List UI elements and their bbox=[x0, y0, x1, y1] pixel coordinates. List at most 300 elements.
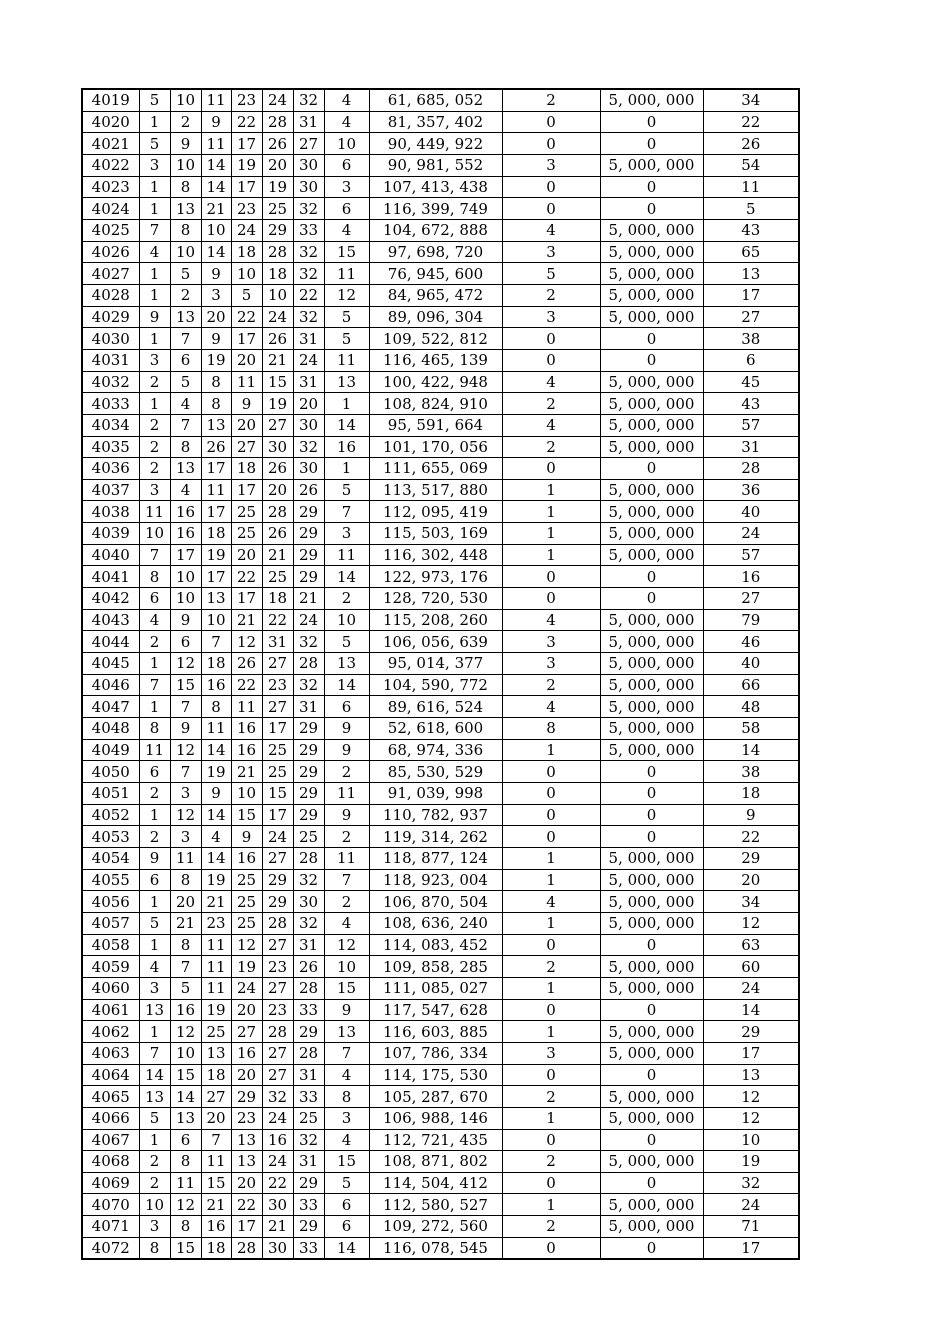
sales-amount-cell: 89, 096, 304 bbox=[369, 306, 502, 328]
prize-amount-cell: 5, 000, 000 bbox=[600, 674, 703, 696]
special-ball-cell: 2 bbox=[324, 761, 369, 783]
ball-3-cell: 11 bbox=[201, 956, 231, 978]
ball-1-cell: 1 bbox=[139, 328, 170, 350]
winner-count-cell: 1 bbox=[502, 479, 600, 501]
ball-5-cell: 27 bbox=[262, 1042, 293, 1064]
table-row bbox=[82, 696, 799, 718]
ball-2-cell: 13 bbox=[170, 458, 201, 480]
ball-6-cell: 24 bbox=[293, 349, 324, 371]
sales-amount-cell: 100, 422, 948 bbox=[369, 371, 502, 393]
prize-amount-cell: 5, 000, 000 bbox=[600, 436, 703, 458]
issue-number-cell: 4067 bbox=[82, 1129, 139, 1151]
ball-3-cell: 25 bbox=[201, 1021, 231, 1043]
count-value-cell: 9 bbox=[703, 804, 799, 826]
ball-4-cell: 17 bbox=[231, 479, 262, 501]
table-row bbox=[82, 977, 799, 999]
ball-1-cell: 2 bbox=[139, 826, 170, 848]
ball-2-cell: 15 bbox=[170, 1237, 201, 1259]
sales-amount-cell: 116, 399, 749 bbox=[369, 198, 502, 220]
table-row bbox=[82, 1172, 799, 1194]
ball-1-cell: 1 bbox=[139, 804, 170, 826]
ball-6-cell: 29 bbox=[293, 718, 324, 740]
count-value-cell: 22 bbox=[703, 111, 799, 133]
count-value-cell: 31 bbox=[703, 436, 799, 458]
count-value-cell: 57 bbox=[703, 544, 799, 566]
ball-4-cell: 20 bbox=[231, 999, 262, 1021]
ball-1-cell: 8 bbox=[139, 718, 170, 740]
ball-1-cell: 2 bbox=[139, 1172, 170, 1194]
sales-amount-cell: 101, 170, 056 bbox=[369, 436, 502, 458]
ball-3-cell: 14 bbox=[201, 847, 231, 869]
ball-2-cell: 12 bbox=[170, 1194, 201, 1216]
ball-3-cell: 16 bbox=[201, 674, 231, 696]
issue-number-cell: 4025 bbox=[82, 219, 139, 241]
special-ball-cell: 6 bbox=[324, 1194, 369, 1216]
ball-1-cell: 3 bbox=[139, 479, 170, 501]
ball-6-cell: 33 bbox=[293, 1194, 324, 1216]
ball-1-cell: 6 bbox=[139, 588, 170, 610]
issue-number-cell: 4053 bbox=[82, 826, 139, 848]
ball-6-cell: 28 bbox=[293, 653, 324, 675]
ball-6-cell: 22 bbox=[293, 284, 324, 306]
prize-amount-cell: 0 bbox=[600, 198, 703, 220]
special-ball-cell: 16 bbox=[324, 436, 369, 458]
ball-5-cell: 24 bbox=[262, 1151, 293, 1173]
prize-amount-cell: 5, 000, 000 bbox=[600, 1151, 703, 1173]
prize-amount-cell: 5, 000, 000 bbox=[600, 523, 703, 545]
sales-amount-cell: 112, 721, 435 bbox=[369, 1129, 502, 1151]
ball-1-cell: 3 bbox=[139, 154, 170, 176]
ball-3-cell: 11 bbox=[201, 977, 231, 999]
prize-amount-cell: 0 bbox=[600, 328, 703, 350]
ball-5-cell: 17 bbox=[262, 804, 293, 826]
issue-number-cell: 4069 bbox=[82, 1172, 139, 1194]
special-ball-cell: 5 bbox=[324, 1172, 369, 1194]
ball-3-cell: 18 bbox=[201, 1064, 231, 1086]
prize-amount-cell: 5, 000, 000 bbox=[600, 956, 703, 978]
count-value-cell: 13 bbox=[703, 263, 799, 285]
sales-amount-cell: 104, 590, 772 bbox=[369, 674, 502, 696]
ball-5-cell: 29 bbox=[262, 219, 293, 241]
special-ball-cell: 2 bbox=[324, 891, 369, 913]
special-ball-cell: 14 bbox=[324, 414, 369, 436]
ball-6-cell: 20 bbox=[293, 393, 324, 415]
special-ball-cell: 10 bbox=[324, 133, 369, 155]
winner-count-cell: 4 bbox=[502, 219, 600, 241]
ball-6-cell: 26 bbox=[293, 479, 324, 501]
table-row bbox=[82, 1064, 799, 1086]
special-ball-cell: 4 bbox=[324, 912, 369, 934]
special-ball-cell: 10 bbox=[324, 956, 369, 978]
ball-4-cell: 16 bbox=[231, 1042, 262, 1064]
count-value-cell: 12 bbox=[703, 1086, 799, 1108]
ball-3-cell: 27 bbox=[201, 1086, 231, 1108]
ball-2-cell: 14 bbox=[170, 1086, 201, 1108]
ball-1-cell: 4 bbox=[139, 609, 170, 631]
ball-1-cell: 1 bbox=[139, 1021, 170, 1043]
ball-2-cell: 21 bbox=[170, 912, 201, 934]
ball-3-cell: 9 bbox=[201, 328, 231, 350]
count-value-cell: 60 bbox=[703, 956, 799, 978]
count-value-cell: 24 bbox=[703, 523, 799, 545]
ball-4-cell: 25 bbox=[231, 891, 262, 913]
issue-number-cell: 4054 bbox=[82, 847, 139, 869]
issue-number-cell: 4059 bbox=[82, 956, 139, 978]
count-value-cell: 27 bbox=[703, 588, 799, 610]
ball-6-cell: 32 bbox=[293, 263, 324, 285]
sales-amount-cell: 95, 014, 377 bbox=[369, 653, 502, 675]
ball-6-cell: 31 bbox=[293, 1064, 324, 1086]
ball-3-cell: 26 bbox=[201, 436, 231, 458]
winner-count-cell: 4 bbox=[502, 696, 600, 718]
special-ball-cell: 4 bbox=[324, 89, 369, 111]
prize-amount-cell: 0 bbox=[600, 761, 703, 783]
issue-number-cell: 4044 bbox=[82, 631, 139, 653]
winner-count-cell: 1 bbox=[502, 739, 600, 761]
prize-amount-cell: 5, 000, 000 bbox=[600, 1107, 703, 1129]
ball-4-cell: 9 bbox=[231, 393, 262, 415]
ball-4-cell: 11 bbox=[231, 371, 262, 393]
ball-1-cell: 10 bbox=[139, 1194, 170, 1216]
ball-5-cell: 26 bbox=[262, 458, 293, 480]
ball-6-cell: 29 bbox=[293, 783, 324, 805]
issue-number-cell: 4019 bbox=[82, 89, 139, 111]
issue-number-cell: 4023 bbox=[82, 176, 139, 198]
ball-1-cell: 7 bbox=[139, 544, 170, 566]
issue-number-cell: 4042 bbox=[82, 588, 139, 610]
special-ball-cell: 4 bbox=[324, 219, 369, 241]
ball-3-cell: 10 bbox=[201, 609, 231, 631]
ball-3-cell: 17 bbox=[201, 566, 231, 588]
prize-amount-cell: 0 bbox=[600, 133, 703, 155]
winner-count-cell: 2 bbox=[502, 393, 600, 415]
ball-2-cell: 11 bbox=[170, 847, 201, 869]
ball-6-cell: 21 bbox=[293, 588, 324, 610]
count-value-cell: 16 bbox=[703, 566, 799, 588]
issue-number-cell: 4033 bbox=[82, 393, 139, 415]
ball-1-cell: 7 bbox=[139, 1042, 170, 1064]
sales-amount-cell: 90, 449, 922 bbox=[369, 133, 502, 155]
table-row bbox=[82, 1107, 799, 1129]
winner-count-cell: 2 bbox=[502, 89, 600, 111]
table-row bbox=[82, 804, 799, 826]
ball-2-cell: 10 bbox=[170, 1042, 201, 1064]
prize-amount-cell: 5, 000, 000 bbox=[600, 609, 703, 631]
ball-6-cell: 28 bbox=[293, 977, 324, 999]
ball-6-cell: 31 bbox=[293, 934, 324, 956]
issue-number-cell: 4036 bbox=[82, 458, 139, 480]
issue-number-cell: 4058 bbox=[82, 934, 139, 956]
winner-count-cell: 1 bbox=[502, 1021, 600, 1043]
ball-5-cell: 24 bbox=[262, 826, 293, 848]
special-ball-cell: 13 bbox=[324, 1021, 369, 1043]
ball-2-cell: 4 bbox=[170, 479, 201, 501]
ball-4-cell: 13 bbox=[231, 1151, 262, 1173]
winner-count-cell: 4 bbox=[502, 891, 600, 913]
count-value-cell: 12 bbox=[703, 912, 799, 934]
ball-6-cell: 33 bbox=[293, 219, 324, 241]
prize-amount-cell: 5, 000, 000 bbox=[600, 1042, 703, 1064]
ball-1-cell: 9 bbox=[139, 847, 170, 869]
ball-5-cell: 28 bbox=[262, 111, 293, 133]
ball-2-cell: 15 bbox=[170, 1064, 201, 1086]
ball-1-cell: 2 bbox=[139, 1151, 170, 1173]
ball-6-cell: 33 bbox=[293, 1086, 324, 1108]
sales-amount-cell: 104, 672, 888 bbox=[369, 219, 502, 241]
prize-amount-cell: 0 bbox=[600, 1129, 703, 1151]
issue-number-cell: 4039 bbox=[82, 523, 139, 545]
ball-5-cell: 16 bbox=[262, 1129, 293, 1151]
ball-6-cell: 30 bbox=[293, 891, 324, 913]
ball-2-cell: 10 bbox=[170, 566, 201, 588]
count-value-cell: 48 bbox=[703, 696, 799, 718]
ball-3-cell: 20 bbox=[201, 306, 231, 328]
prize-amount-cell: 5, 000, 000 bbox=[600, 869, 703, 891]
count-value-cell: 13 bbox=[703, 1064, 799, 1086]
count-value-cell: 40 bbox=[703, 653, 799, 675]
table-row bbox=[82, 89, 799, 111]
issue-number-cell: 4022 bbox=[82, 154, 139, 176]
ball-5-cell: 18 bbox=[262, 588, 293, 610]
sales-amount-cell: 115, 503, 169 bbox=[369, 523, 502, 545]
table-row bbox=[82, 414, 799, 436]
ball-1-cell: 1 bbox=[139, 176, 170, 198]
table-row bbox=[82, 1129, 799, 1151]
special-ball-cell: 14 bbox=[324, 1237, 369, 1259]
ball-5-cell: 32 bbox=[262, 1086, 293, 1108]
ball-6-cell: 29 bbox=[293, 1172, 324, 1194]
winner-count-cell: 1 bbox=[502, 912, 600, 934]
prize-amount-cell: 5, 000, 000 bbox=[600, 89, 703, 111]
prize-amount-cell: 5, 000, 000 bbox=[600, 631, 703, 653]
count-value-cell: 29 bbox=[703, 847, 799, 869]
ball-5-cell: 24 bbox=[262, 89, 293, 111]
winner-count-cell: 2 bbox=[502, 1216, 600, 1238]
sales-amount-cell: 111, 655, 069 bbox=[369, 458, 502, 480]
ball-2-cell: 5 bbox=[170, 263, 201, 285]
count-value-cell: 34 bbox=[703, 89, 799, 111]
table-row bbox=[82, 241, 799, 263]
special-ball-cell: 11 bbox=[324, 847, 369, 869]
prize-amount-cell: 5, 000, 000 bbox=[600, 718, 703, 740]
ball-1-cell: 5 bbox=[139, 912, 170, 934]
sales-amount-cell: 117, 547, 628 bbox=[369, 999, 502, 1021]
issue-number-cell: 4027 bbox=[82, 263, 139, 285]
ball-4-cell: 29 bbox=[231, 1086, 262, 1108]
ball-4-cell: 17 bbox=[231, 588, 262, 610]
ball-4-cell: 22 bbox=[231, 1194, 262, 1216]
sales-amount-cell: 108, 871, 802 bbox=[369, 1151, 502, 1173]
special-ball-cell: 1 bbox=[324, 458, 369, 480]
ball-5-cell: 27 bbox=[262, 414, 293, 436]
count-value-cell: 11 bbox=[703, 176, 799, 198]
table-row bbox=[82, 847, 799, 869]
count-value-cell: 24 bbox=[703, 977, 799, 999]
issue-number-cell: 4046 bbox=[82, 674, 139, 696]
special-ball-cell: 5 bbox=[324, 328, 369, 350]
ball-6-cell: 32 bbox=[293, 198, 324, 220]
ball-4-cell: 20 bbox=[231, 414, 262, 436]
ball-5-cell: 28 bbox=[262, 241, 293, 263]
winner-count-cell: 3 bbox=[502, 241, 600, 263]
prize-amount-cell: 0 bbox=[600, 588, 703, 610]
prize-amount-cell: 0 bbox=[600, 566, 703, 588]
ball-3-cell: 14 bbox=[201, 154, 231, 176]
special-ball-cell: 6 bbox=[324, 1216, 369, 1238]
issue-number-cell: 4056 bbox=[82, 891, 139, 913]
ball-2-cell: 7 bbox=[170, 761, 201, 783]
ball-6-cell: 30 bbox=[293, 414, 324, 436]
ball-1-cell: 1 bbox=[139, 284, 170, 306]
winner-count-cell: 1 bbox=[502, 501, 600, 523]
ball-2-cell: 7 bbox=[170, 328, 201, 350]
ball-3-cell: 4 bbox=[201, 826, 231, 848]
ball-4-cell: 24 bbox=[231, 977, 262, 999]
winner-count-cell: 0 bbox=[502, 198, 600, 220]
table-row bbox=[82, 306, 799, 328]
winner-count-cell: 0 bbox=[502, 804, 600, 826]
ball-6-cell: 32 bbox=[293, 89, 324, 111]
ball-1-cell: 1 bbox=[139, 393, 170, 415]
ball-1-cell: 7 bbox=[139, 219, 170, 241]
ball-1-cell: 6 bbox=[139, 869, 170, 891]
ball-2-cell: 13 bbox=[170, 306, 201, 328]
ball-3-cell: 19 bbox=[201, 999, 231, 1021]
issue-number-cell: 4032 bbox=[82, 371, 139, 393]
sales-amount-cell: 114, 504, 412 bbox=[369, 1172, 502, 1194]
ball-2-cell: 3 bbox=[170, 783, 201, 805]
prize-amount-cell: 0 bbox=[600, 1172, 703, 1194]
sales-amount-cell: 81, 357, 402 bbox=[369, 111, 502, 133]
ball-4-cell: 20 bbox=[231, 544, 262, 566]
prize-amount-cell: 0 bbox=[600, 1064, 703, 1086]
sales-amount-cell: 61, 685, 052 bbox=[369, 89, 502, 111]
ball-2-cell: 6 bbox=[170, 349, 201, 371]
winner-count-cell: 2 bbox=[502, 674, 600, 696]
prize-amount-cell: 0 bbox=[600, 458, 703, 480]
winner-count-cell: 2 bbox=[502, 1086, 600, 1108]
ball-4-cell: 5 bbox=[231, 284, 262, 306]
count-value-cell: 57 bbox=[703, 414, 799, 436]
ball-4-cell: 17 bbox=[231, 176, 262, 198]
ball-4-cell: 27 bbox=[231, 436, 262, 458]
ball-6-cell: 29 bbox=[293, 1216, 324, 1238]
ball-6-cell: 32 bbox=[293, 436, 324, 458]
winner-count-cell: 0 bbox=[502, 588, 600, 610]
count-value-cell: 66 bbox=[703, 674, 799, 696]
ball-3-cell: 9 bbox=[201, 783, 231, 805]
table-row bbox=[82, 349, 799, 371]
ball-5-cell: 21 bbox=[262, 544, 293, 566]
ball-2-cell: 11 bbox=[170, 1172, 201, 1194]
issue-number-cell: 4052 bbox=[82, 804, 139, 826]
issue-number-cell: 4024 bbox=[82, 198, 139, 220]
ball-5-cell: 30 bbox=[262, 1237, 293, 1259]
ball-1-cell: 13 bbox=[139, 1086, 170, 1108]
ball-3-cell: 9 bbox=[201, 263, 231, 285]
ball-5-cell: 25 bbox=[262, 198, 293, 220]
ball-1-cell: 9 bbox=[139, 306, 170, 328]
ball-6-cell: 31 bbox=[293, 328, 324, 350]
ball-1-cell: 8 bbox=[139, 1237, 170, 1259]
table-row bbox=[82, 263, 799, 285]
ball-4-cell: 25 bbox=[231, 912, 262, 934]
ball-4-cell: 16 bbox=[231, 718, 262, 740]
table-row bbox=[82, 133, 799, 155]
ball-5-cell: 18 bbox=[262, 263, 293, 285]
special-ball-cell: 11 bbox=[324, 544, 369, 566]
special-ball-cell: 3 bbox=[324, 176, 369, 198]
sales-amount-cell: 128, 720, 530 bbox=[369, 588, 502, 610]
ball-1-cell: 1 bbox=[139, 263, 170, 285]
count-value-cell: 58 bbox=[703, 718, 799, 740]
count-value-cell: 22 bbox=[703, 826, 799, 848]
issue-number-cell: 4070 bbox=[82, 1194, 139, 1216]
prize-amount-cell: 0 bbox=[600, 349, 703, 371]
ball-6-cell: 31 bbox=[293, 111, 324, 133]
ball-6-cell: 29 bbox=[293, 544, 324, 566]
ball-6-cell: 27 bbox=[293, 133, 324, 155]
special-ball-cell: 4 bbox=[324, 1129, 369, 1151]
ball-6-cell: 30 bbox=[293, 176, 324, 198]
sales-amount-cell: 109, 858, 285 bbox=[369, 956, 502, 978]
ball-3-cell: 18 bbox=[201, 523, 231, 545]
ball-6-cell: 26 bbox=[293, 956, 324, 978]
count-value-cell: 36 bbox=[703, 479, 799, 501]
count-value-cell: 38 bbox=[703, 328, 799, 350]
ball-4-cell: 20 bbox=[231, 1172, 262, 1194]
ball-3-cell: 8 bbox=[201, 371, 231, 393]
issue-number-cell: 4066 bbox=[82, 1107, 139, 1129]
sales-amount-cell: 109, 522, 812 bbox=[369, 328, 502, 350]
sales-amount-cell: 89, 616, 524 bbox=[369, 696, 502, 718]
ball-2-cell: 16 bbox=[170, 523, 201, 545]
sales-amount-cell: 85, 530, 529 bbox=[369, 761, 502, 783]
ball-3-cell: 13 bbox=[201, 1042, 231, 1064]
ball-4-cell: 25 bbox=[231, 869, 262, 891]
ball-2-cell: 13 bbox=[170, 198, 201, 220]
count-value-cell: 18 bbox=[703, 783, 799, 805]
ball-3-cell: 11 bbox=[201, 718, 231, 740]
sales-amount-cell: 118, 923, 004 bbox=[369, 869, 502, 891]
ball-2-cell: 4 bbox=[170, 393, 201, 415]
table-row bbox=[82, 176, 799, 198]
table-row bbox=[82, 458, 799, 480]
count-value-cell: 45 bbox=[703, 371, 799, 393]
ball-4-cell: 19 bbox=[231, 154, 262, 176]
ball-4-cell: 15 bbox=[231, 804, 262, 826]
sales-amount-cell: 106, 056, 639 bbox=[369, 631, 502, 653]
prize-amount-cell: 5, 000, 000 bbox=[600, 371, 703, 393]
special-ball-cell: 6 bbox=[324, 154, 369, 176]
ball-3-cell: 19 bbox=[201, 544, 231, 566]
sales-amount-cell: 111, 085, 027 bbox=[369, 977, 502, 999]
table-row bbox=[82, 674, 799, 696]
sales-amount-cell: 113, 517, 880 bbox=[369, 479, 502, 501]
ball-3-cell: 20 bbox=[201, 1107, 231, 1129]
ball-6-cell: 29 bbox=[293, 761, 324, 783]
ball-2-cell: 7 bbox=[170, 414, 201, 436]
ball-5-cell: 28 bbox=[262, 1021, 293, 1043]
winner-count-cell: 3 bbox=[502, 306, 600, 328]
ball-4-cell: 21 bbox=[231, 609, 262, 631]
ball-3-cell: 13 bbox=[201, 414, 231, 436]
ball-6-cell: 31 bbox=[293, 371, 324, 393]
prize-amount-cell: 5, 000, 000 bbox=[600, 653, 703, 675]
ball-3-cell: 7 bbox=[201, 631, 231, 653]
ball-2-cell: 10 bbox=[170, 89, 201, 111]
ball-6-cell: 29 bbox=[293, 501, 324, 523]
